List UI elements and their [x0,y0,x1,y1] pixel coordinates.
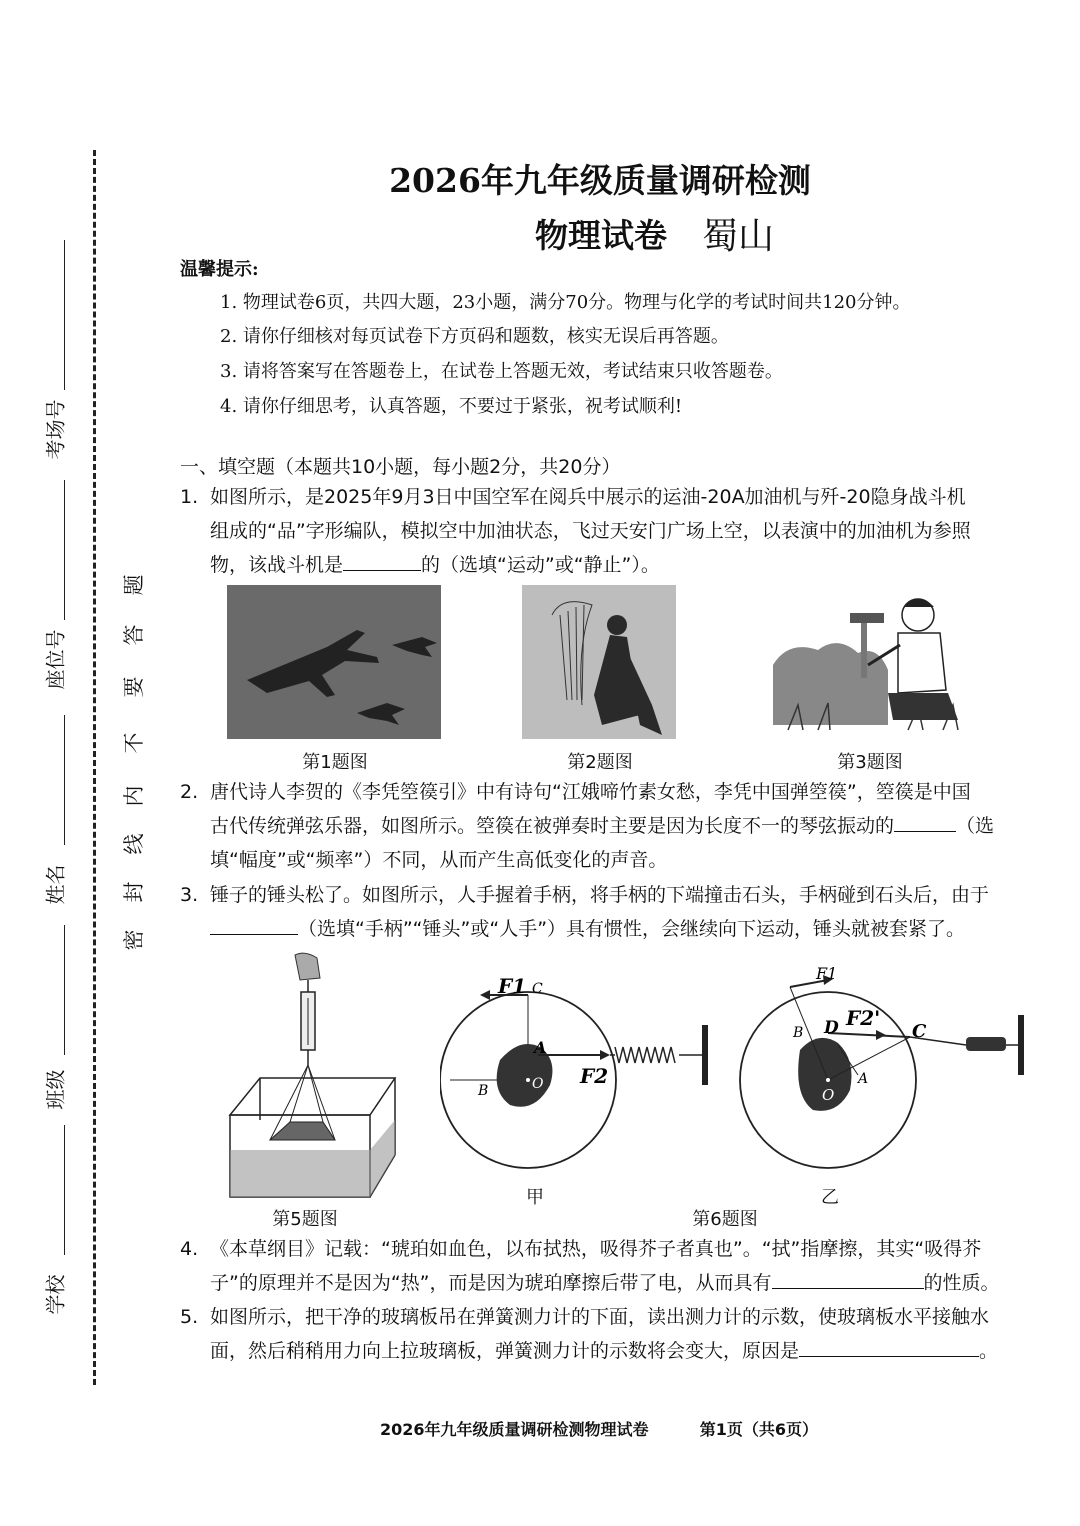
label-F2: F2 [580,1064,609,1088]
tip-item: 4. 请你仔细思考，认真答题，不要过于紧张，祝考试顺利! [220,396,683,417]
section-heading: 一、填空题（本题共10小题，每小题2分，共20分） [180,456,621,478]
label-C: C [912,1021,927,1042]
q5-line2 [180,1334,1040,1368]
question-number: 3. [180,884,199,906]
footer-paper-name: 2026年九年级质量调研检测物理试卷 [380,1420,649,1439]
question-number: 4. [180,1238,199,1260]
label-D: D [824,1018,839,1038]
seat-blank [64,480,65,620]
seal-char: 题 [122,574,146,596]
school-blank [64,1125,65,1255]
side-label-seat: 座位号 [43,629,68,690]
class-blank [64,925,65,1055]
label-O: O [532,1076,544,1092]
paper-subtitle: 物理试卷 [535,216,667,255]
name-blank [64,715,65,845]
q3-line2b: （选填“手柄”“锤头”或“人手”）具有惯性，会继续向下运动，锤头就被套紧了。 [298,918,966,940]
label-A: A [534,1038,547,1057]
answer-blank-q2[interactable] [894,811,956,832]
label-F1: F1 [498,974,527,998]
caption-fig3: 第3题图 [837,752,903,773]
answer-blank-q4[interactable] [772,1268,924,1289]
caption-fig6: 第6题图 [692,1209,758,1230]
q1-line3b: 的（选填“运动”或“静止”）。 [421,554,660,576]
seal-char: 答 [122,624,146,646]
answer-blank-q1[interactable] [343,550,421,571]
label-B: B [793,1025,804,1041]
glass-plate [270,1122,335,1140]
seal-char: 要 [122,676,146,698]
caption-fig1: 第1题图 [302,752,368,773]
bush-icon [773,643,888,725]
q5-line2b: 。 [979,1340,999,1362]
question-number: 1. [180,486,199,508]
caption-jia: 甲 [526,1187,544,1208]
tip-item: 3. 请将答案写在答题卷上，在试卷上答题无效，考试结束只收答题卷。 [220,361,783,382]
arrowhead [876,1030,886,1040]
figure-2-konghou-player [522,585,676,739]
label-O: O [822,1086,835,1104]
q5-line1: 如图所示，把干净的玻璃板吊在弹簧测力计的下面，读出测力计的示数，使玻璃板水平接触水 [210,1306,990,1328]
exam-title: 2026年九年级质量调研检测 [389,161,811,200]
pivot-point [826,1078,830,1082]
footer-page-number: 第1页（共6页） [699,1420,818,1439]
hand-icon [295,953,320,980]
caption-yi: 乙 [821,1187,839,1208]
region-name: 蜀山 [702,216,775,257]
question-3 [180,878,1040,946]
answer-blank-q3[interactable] [210,914,298,935]
q1-line2: 组成的“品”字形编队，模拟空中加油状态，飞过天安门广场上空，以表演中的加油机为参照 [210,520,971,542]
wall-mount [702,1025,708,1085]
question-number: 2. [180,781,199,803]
question-1 [180,480,1040,582]
q2-line2b: （选 [956,815,995,837]
exam-room-blank [64,240,65,390]
arrowhead [600,1050,610,1060]
figure-6-jia [440,965,725,1185]
q2-line3: 填“幅度”或“频率”）不同，从而产生高低变化的声音。 [210,849,668,871]
tip-item: 1. 物理试卷6页，共四大题，23小题，满分70分。物理与化学的考试时间共120分钟。 [220,292,911,313]
q4-line1: 《本草纲目》记载：“琥珀如血色，以布拭热，吸得芥子者真也”。“拭”指摩擦，其实“吸得芥 [210,1238,982,1260]
figure-5-glass-plate [225,950,400,1202]
figure-3-hammer-boy [768,585,968,735]
label-B: B [478,1083,489,1099]
q4-line2b: 的性质。 [923,1272,1000,1294]
question-4 [180,1232,1040,1300]
q2-line1: 唐代诗人李贺的《李凭箜篌引》中有诗句“江娥啼竹素女愁，李凭中国弹箜篌”，箜篌是中国 [210,781,971,803]
question-5 [180,1300,1040,1368]
label-A: A [858,1071,869,1087]
answer-blank-q5[interactable] [799,1336,979,1357]
caption-fig2: 第2题图 [567,752,633,773]
spring-scale-icon [301,980,315,1065]
pivot-point [526,1078,530,1082]
q3-line2 [180,912,1040,946]
side-label-name: 姓名 [43,864,68,905]
page-footer [380,1417,818,1440]
force-f2p-arrow [828,1033,910,1037]
side-label-exam-room: 考场号 [43,399,68,460]
water-side [370,1120,395,1197]
tips-heading: 温馨提示: [180,259,259,280]
wall-mount [1018,1015,1024,1075]
side-label-class: 班级 [43,1069,68,1110]
question-number: 5. [180,1306,199,1328]
label-C: C [532,981,543,997]
q4-line2 [180,1266,1040,1300]
caption-fig5: 第5题图 [272,1209,338,1230]
figure-6-yi [738,965,1028,1185]
q1-line3a: 物，该战斗机是 [210,554,344,576]
tip-item: 2. 请你仔细核对每页试卷下方页码和题数，核实无误后再答题。 [220,326,729,347]
seal-char: 不 [122,732,146,754]
label-F1: F1 [816,965,838,983]
seal-char: 内 [122,785,146,807]
label-F2-prime: F2' [846,1006,881,1030]
q5-line2a: 面，然后稍稍用力向上拉玻璃板，弹簧测力计的示数将会变大，原因是 [210,1340,800,1362]
spring-icon [615,1047,675,1063]
compressed-spring-icon [966,1037,1006,1051]
q1-line1: 如图所示，是2025年9月3日中国空军在阅兵中展示的运油-20A加油机与歼-20隐身战斗机 [210,486,966,508]
q2-line2a: 古代传统弹弦乐器，如图所示。箜篌在被弹奏时主要是因为长度不一的琴弦振动的 [210,815,895,837]
binding-dashed-line [93,150,96,1385]
arrowhead [480,990,490,1000]
question-2 [180,775,1040,877]
q2-line2 [180,809,1040,843]
seal-char: 密 [122,929,146,951]
seal-char: 线 [122,833,146,855]
seal-char: 封 [122,881,146,903]
q1-line3 [180,548,1040,582]
figure-1-formation [227,585,441,739]
q3-line1: 锤子的锤头松了。如图所示，人手握着手柄，将手柄的下端撞击石头，手柄碰到石头后，由于 [210,884,990,906]
water [230,1150,370,1197]
q4-line2a: 子”的原理并不是因为“热”，而是因为琥珀摩擦后带了电，从而具有 [210,1272,772,1294]
side-label-school: 学校 [43,1274,68,1315]
